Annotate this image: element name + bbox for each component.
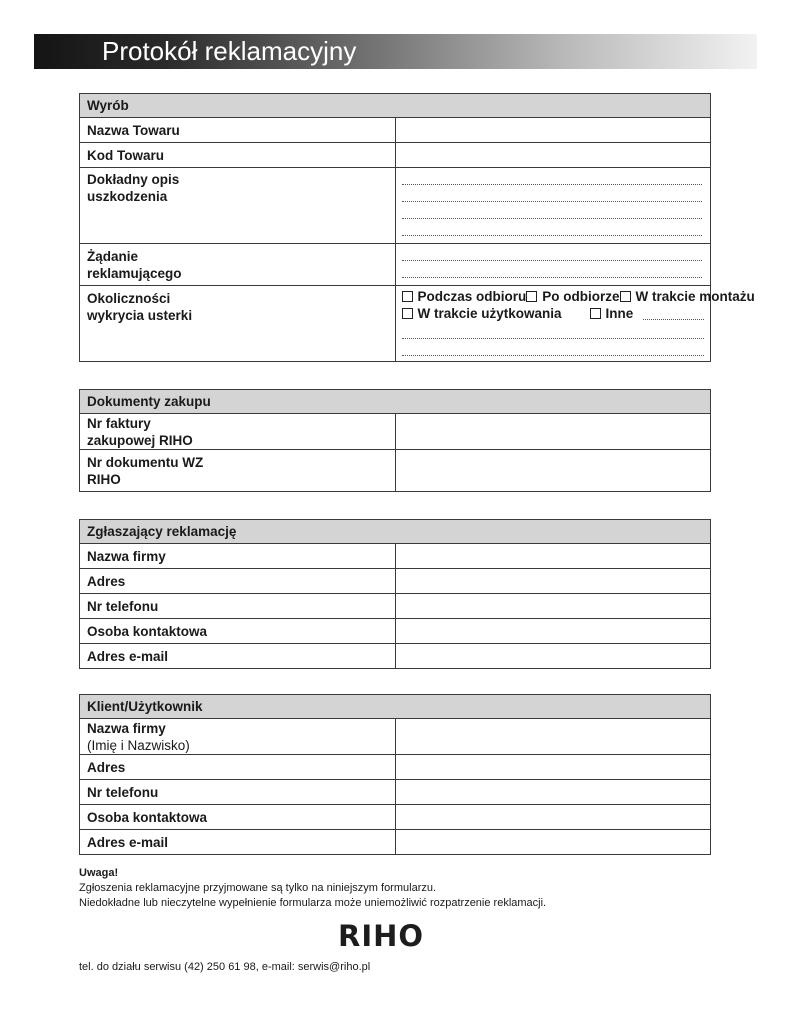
client-phone-label: Nr telefonu [80, 780, 396, 805]
dotted-line[interactable] [402, 322, 705, 339]
option-after-pickup[interactable] [526, 288, 619, 305]
reporter-email-field[interactable] [395, 644, 711, 669]
reporter-phone-label: Nr telefonu [80, 594, 396, 619]
checkbox-icon[interactable] [620, 291, 631, 302]
notice-heading: Uwaga! [79, 867, 119, 879]
option-during-pickup[interactable] [402, 288, 527, 305]
defect-circumstances-label-line1: Okoliczności [87, 291, 171, 306]
reporter-contact-label: Osoba kontaktowa [80, 619, 396, 644]
client-company-label [80, 719, 396, 755]
wz-document-label [80, 450, 396, 492]
invoice-number-label [80, 414, 396, 450]
purchase-documents-table [79, 389, 711, 492]
claimant-demand-field[interactable] [395, 244, 711, 286]
client-contact-label: Osoba kontaktowa [80, 805, 396, 830]
damage-description-label-line1: Dokładny opis [87, 172, 180, 187]
client-contact-field[interactable] [395, 805, 711, 830]
invoice-number-label-line1: Nr faktury [87, 415, 151, 431]
dotted-line [402, 202, 703, 219]
reporter-table [79, 519, 711, 669]
option-after-pickup-label: Po odbiorze [542, 289, 620, 304]
option-during-use-label: W trakcie użytkowania [417, 306, 562, 321]
notice [79, 866, 546, 911]
dotted-line [402, 219, 703, 236]
client-section-header: Klient/Użytkownik [80, 695, 711, 719]
checkbox-icon[interactable] [402, 291, 413, 302]
invoice-number-label-line2: zakupowej RIHO [87, 432, 193, 448]
notice-line-2: Niedokładne lub nieczytelne wypełnienie formularza może uniemożliwić rozpatrzenie reklamacji. [79, 897, 547, 909]
product-code-field[interactable] [395, 143, 711, 168]
checkbox-icon[interactable] [526, 291, 537, 302]
reporter-email-label: Adres e-mail [80, 644, 396, 669]
wz-document-field[interactable] [395, 450, 711, 492]
product-code-label: Kod Towaru [80, 143, 396, 168]
product-name-label: Nazwa Towaru [80, 118, 396, 143]
client-address-label: Adres [80, 755, 396, 780]
dotted-line [402, 168, 703, 185]
other-fill-line[interactable] [643, 307, 704, 320]
defect-circumstances-label [80, 286, 396, 362]
notice-line-1: Zgłoszenia reklamacyjne przyjmowane są tylko na niniejszym formularzu. [79, 882, 437, 894]
reporter-company-label: Nazwa firmy [80, 544, 396, 569]
option-during-assembly-label: W trakcie montażu [635, 289, 755, 304]
claimant-demand-label-line1: Żądanie [87, 249, 139, 264]
reporter-address-field[interactable] [395, 569, 711, 594]
client-address-field[interactable] [395, 755, 711, 780]
reporter-contact-field[interactable] [395, 619, 711, 644]
service-contact: tel. do działu serwisu (42) 250 61 98, e-mail: serwis@riho.pl [79, 961, 371, 973]
reporter-phone-field[interactable] [395, 594, 711, 619]
dotted-line [402, 244, 703, 261]
option-during-use[interactable] [402, 305, 590, 322]
dotted-line[interactable] [402, 339, 705, 356]
checkbox-icon[interactable] [402, 308, 413, 319]
product-table [79, 93, 755, 362]
defect-circumstances-label-line2: wykrycia usterki [87, 308, 193, 323]
wz-document-label-line1: Nr dokumentu WZ [87, 454, 204, 470]
page-header [34, 34, 757, 69]
purchase-section-header: Dokumenty zakupu [80, 390, 711, 414]
damage-description-field[interactable] [395, 168, 711, 244]
option-during-assembly[interactable] [620, 288, 755, 305]
defect-circumstances-field [395, 286, 755, 362]
client-company-label-line1: Nazwa firmy [87, 720, 166, 736]
riho-logo: RIHO [338, 919, 425, 953]
claimant-demand-label [80, 244, 396, 286]
option-during-pickup-label: Podczas odbioru [417, 289, 527, 304]
client-email-field[interactable] [395, 830, 711, 855]
dotted-line [402, 261, 703, 278]
reporter-company-field[interactable] [395, 544, 711, 569]
client-table [79, 694, 711, 855]
product-name-field[interactable] [395, 118, 711, 143]
damage-description-label-line2: uszkodzenia [87, 189, 168, 204]
product-section-header: Wyrób [80, 94, 711, 118]
claimant-demand-label-line2: reklamującego [87, 266, 182, 281]
reporter-address-label: Adres [80, 569, 396, 594]
checkbox-icon[interactable] [590, 308, 601, 319]
client-email-label: Adres e-mail [80, 830, 396, 855]
client-company-sublabel: (Imię i Nazwisko) [87, 737, 190, 753]
option-other-label: Inne [605, 306, 634, 321]
invoice-number-field[interactable] [395, 414, 711, 450]
dotted-line [402, 185, 703, 202]
wz-document-label-line2: RIHO [87, 471, 121, 487]
client-company-field[interactable] [395, 719, 711, 755]
reporter-section-header: Zgłaszający reklamację [80, 520, 711, 544]
option-other[interactable] [590, 305, 634, 322]
client-phone-field[interactable] [395, 780, 711, 805]
damage-description-label [80, 168, 396, 244]
page-title: Protokół reklamacyjny [102, 36, 357, 66]
